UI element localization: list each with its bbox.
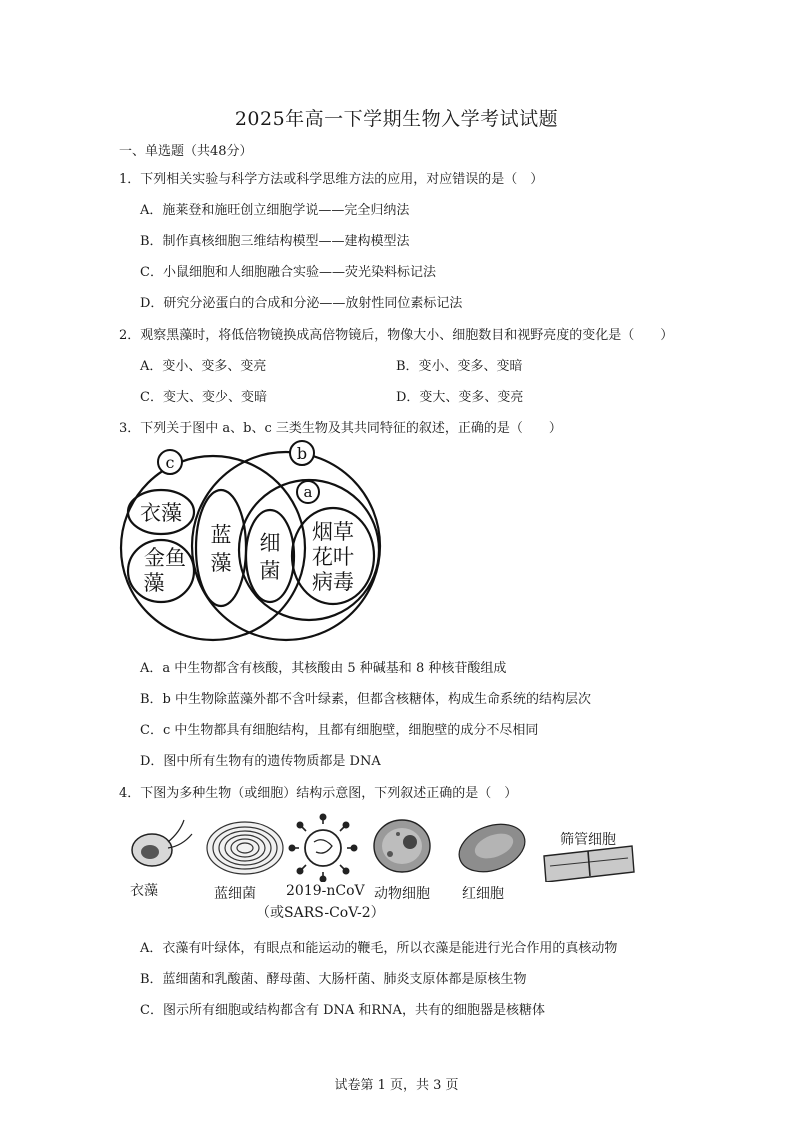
org-xi: 细 [259, 531, 281, 555]
q3-option-b: B．b 中生物除蓝藻外都不含叶绿素，但都含核糖体，构成生命系统的结构层次 [140, 692, 592, 707]
caption-ncov: 2019-nCoV [286, 883, 365, 899]
page-footer: 试卷第 1 页，共 3 页 [334, 1078, 459, 1093]
caption-animal-cell: 动物细胞 [374, 886, 430, 902]
q1-option-b: B．制作真核细胞三维结构模型——建构模型法 [140, 234, 410, 249]
org-lan-zao: 藻 [210, 551, 232, 575]
q3-stem: 3．下列关于图中 a、b、c 三类生物及其共同特征的叙述，正确的是（ ） [119, 421, 562, 436]
caption-red-blood-cell: 红细胞 [462, 886, 504, 902]
q4-stem: 4．下图为多种生物（或细胞）结构示意图，下列叙述正确的是（ ） [119, 786, 518, 801]
org-jinyu: 金鱼 [144, 546, 186, 570]
venn-diagram [118, 440, 388, 650]
caption-sarscov2: （或SARS-CoV-2） [256, 905, 385, 921]
org-jinyu-zao: 藻 [143, 571, 165, 595]
q1-option-a: A．施莱登和施旺创立细胞学说——完全归纳法 [140, 203, 410, 218]
section-heading: 一、单选题（共48分） [119, 144, 253, 159]
q2-option-c: C．变大、变少、变暗 [140, 390, 267, 405]
org-bingdu: 病毒 [312, 570, 354, 594]
org-yancao: 烟草 [312, 520, 354, 544]
page-title: 2025年高一下学期生物入学考试试题 [234, 108, 559, 130]
q1-stem: 1．下列相关实验与科学方法或科学思维方法的应用，对应错误的是（ ） [119, 172, 544, 187]
q4-option-c: C．图示所有细胞或结构都含有 DNA 和RNA，共有的细胞器是核糖体 [140, 1003, 545, 1018]
oval-xijun [246, 510, 294, 602]
red-blood-cell-image [453, 816, 532, 881]
org-huaye: 花叶 [312, 545, 354, 569]
q2-stem: 2．观察黑藻时，将低倍物镜换成高倍物镜后，物像大小、细胞数目和视野亮度的变化是（ ） [119, 328, 674, 343]
q4-option-a: A．衣藻有叶绿体，有眼点和能运动的鞭毛，所以衣藻是能进行光合作用的真核动物 [140, 941, 618, 956]
org-jun: 菌 [259, 559, 281, 583]
sieve-tube-image [544, 846, 634, 882]
caption-yizao: 衣藻 [130, 883, 158, 899]
q3-option-a: A．a 中生物都含有核酸，其核酸由 5 种碱基和 8 种核苷酸组成 [140, 661, 507, 676]
virus-image [289, 814, 357, 882]
q2-option-d: D．变大、变多、变亮 [396, 390, 524, 405]
org-yizao: 衣藻 [140, 501, 182, 525]
label-a: a [303, 483, 313, 501]
animal-cell-image [374, 820, 430, 872]
caption-lanxijun: 蓝细菌 [214, 886, 256, 902]
label-b: b [296, 444, 308, 463]
chlamydomonas-image [132, 820, 192, 866]
cyanobacteria-image [207, 822, 283, 874]
q2-option-a: A．变小、变多、变亮 [140, 359, 267, 374]
q2-option-b: B．变小、变多、变暗 [396, 359, 523, 374]
q1-option-d: D．研究分泌蛋白的合成和分泌——放射性同位素标记法 [140, 296, 463, 311]
q4-option-b: B．蓝细菌和乳酸菌、酵母菌、大肠杆菌、肺炎支原体都是原核生物 [140, 972, 527, 987]
label-c: c [165, 453, 175, 472]
org-lan: 蓝 [210, 523, 232, 547]
q3-option-d: D．图中所有生物有的遗传物质都是 DNA [140, 754, 381, 769]
caption-sieve-tube: 筛管细胞 [560, 832, 616, 848]
q1-option-c: C．小鼠细胞和人细胞融合实验——荧光染料标记法 [140, 265, 436, 280]
q3-option-c: C．c 中生物都具有细胞结构，且都有细胞壁，细胞壁的成分不尽相同 [140, 723, 539, 738]
